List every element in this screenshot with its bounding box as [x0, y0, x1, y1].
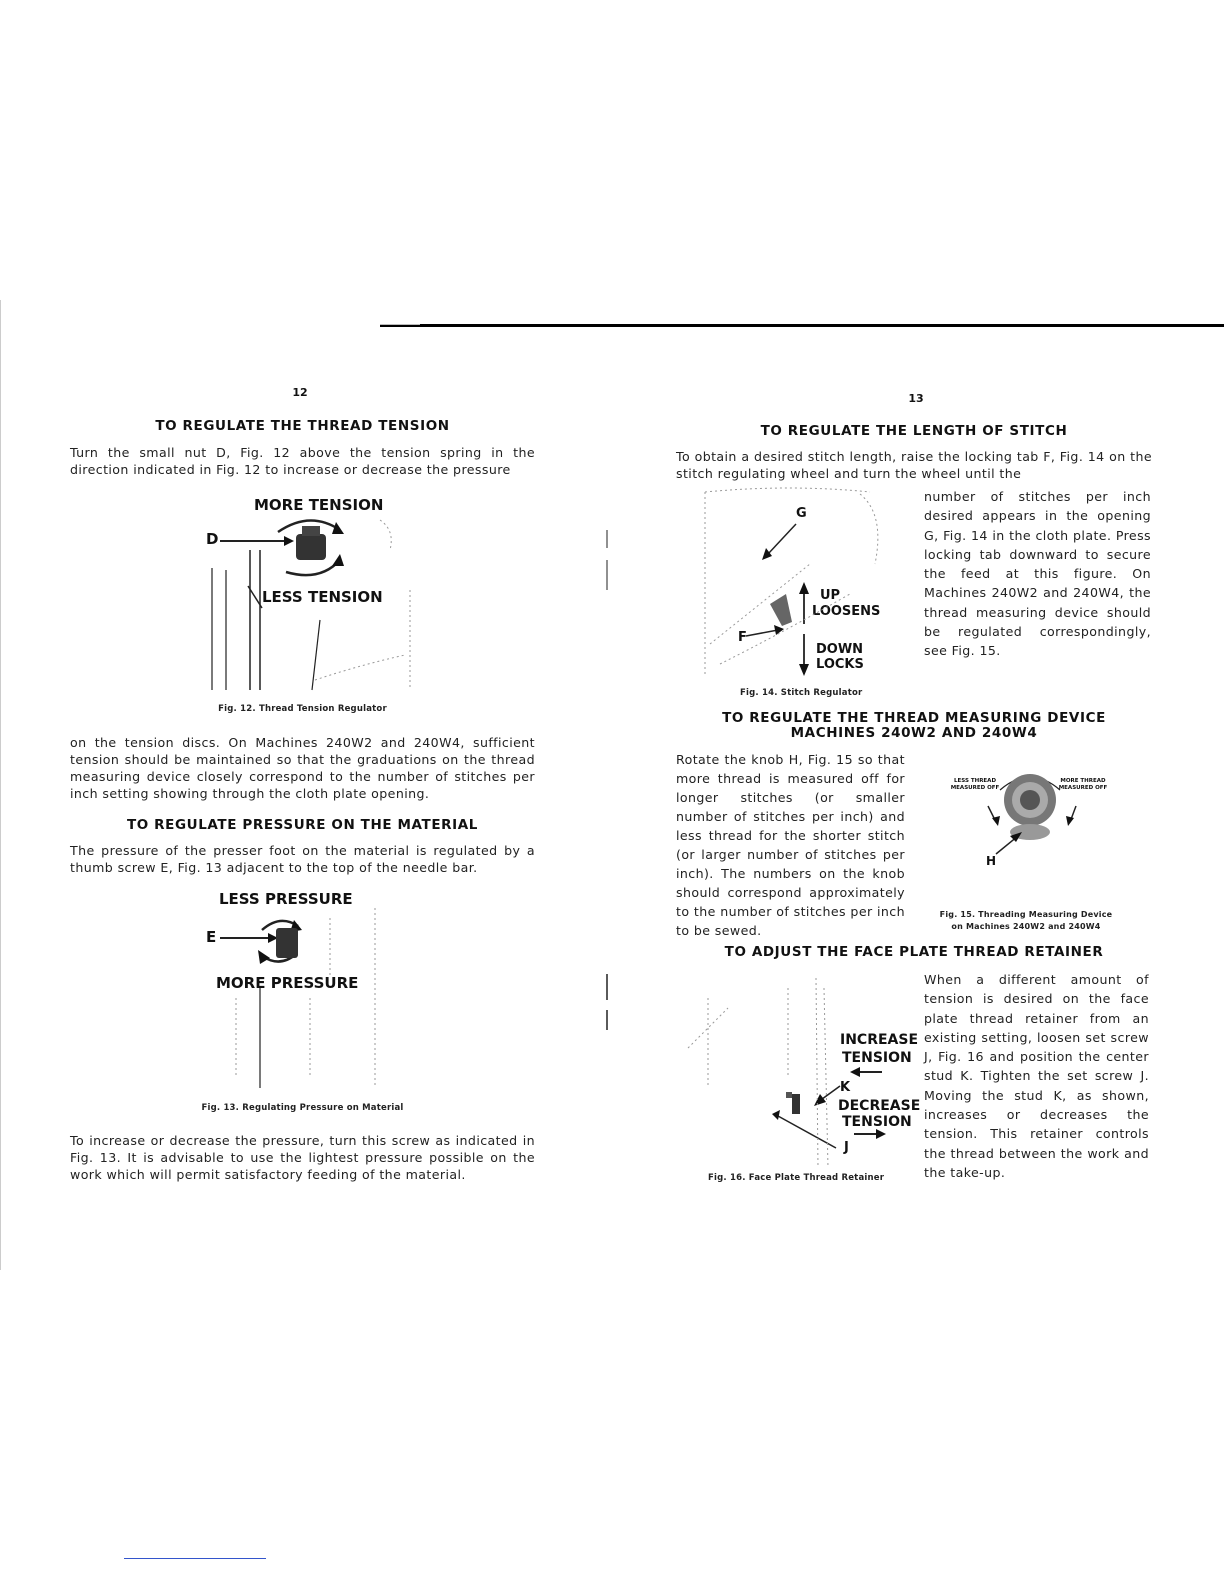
top-rule-faint — [380, 324, 420, 325]
fig15-caption-line1: Fig. 15. Threading Measuring Device — [939, 910, 1113, 919]
paragraph-pressure-2: To increase or decrease the pressure, turn this screw as indicated in Fig. 13. It is advisable to use the lightest pressure possible on the work which will permit satisfactory feeding of the material. — [70, 1133, 535, 1182]
figure-16 — [668, 968, 921, 1168]
fig16-decrease-tension-label: TENSION — [842, 1114, 912, 1130]
fig14-g-label: G — [796, 506, 807, 521]
fig14-locks-label: LOCKS — [816, 657, 864, 672]
paragraph-face-plate: When a different amount of tension is desired on the face plate thread retainer from an existing setting, loosen set screw J, Fig. 16 and position the center stud K. Tighten the set screw J. Moving the stud K, as shown, increases or decreases the tension. This retainer controls the thread between the work and the take-up. — [924, 972, 1149, 1180]
paragraph-thread-tension-1: Turn the small nut D, Fig. 12 above the tension spring in the direction indicated in Fig. 12 to increase or decrease the pressure — [70, 445, 535, 477]
figure-14 — [700, 484, 915, 684]
fig14-f-label: F — [738, 630, 747, 645]
fig16-k-label: K — [840, 1080, 851, 1095]
page-number-left: 12 — [292, 386, 308, 399]
fig15-more-thread-label: MORE THREAD MEASURED OFF — [1058, 778, 1108, 791]
fig16-caption: Fig. 16. Face Plate Thread Retainer — [708, 1173, 885, 1183]
left-edge-line — [0, 300, 1, 1270]
paragraph-thread-measuring: Rotate the knob H, Fig. 15 so that more thread is measured off for longer stitches (or smaller number of stitches per inch) and less thread for the shorter stitch (or larger number of stitches per inch). The numbers on the knob should correspond approximately to the number of stitches per inch to be sewed. — [676, 752, 905, 938]
paragraph-pressure-1: The pressure of the presser foot on the material is regulated by a thumb screw E, Fig. 13 adjacent to the top of the needle bar. — [70, 843, 535, 875]
page-number-right: 13 — [908, 392, 924, 405]
heading-face-plate: TO ADJUST THE FACE PLATE THREAD RETAINER — [724, 944, 1104, 960]
fig12-drawing — [190, 490, 430, 705]
heading-stitch-length: TO REGULATE THE LENGTH OF STITCH — [760, 423, 1068, 439]
figure-15 — [950, 770, 1110, 880]
fig13-more-pressure-label: MORE PRESSURE — [216, 974, 359, 992]
fig15-caption-line2: on Machines 240W2 and 240W4 — [951, 922, 1101, 931]
fig16-increase-tension-label: TENSION — [842, 1050, 912, 1066]
fig14-caption: Fig. 14. Stitch Regulator — [740, 688, 863, 698]
fig15-drawing — [950, 770, 1110, 880]
heading-thread-tension: TO REGULATE THE THREAD TENSION — [155, 418, 450, 434]
fig14-drawing — [700, 484, 915, 684]
top-rule — [380, 324, 1224, 327]
fig12-more-tension-label: MORE TENSION — [254, 496, 384, 514]
heading-thread-measuring-2: MACHINES 240W2 AND 240W4 — [790, 725, 1038, 741]
paragraph-thread-tension-2: on the tension discs. On Machines 240W2 and 240W4, sufficient tension should be maintained so that the graduations on the thread measuring device closely correspond to the number of stitches per inch setting showing through the cloth plate opening. — [70, 735, 535, 801]
fig13-less-pressure-label: LESS PRESSURE — [219, 890, 353, 908]
paragraph-stitch-length-top: To obtain a desired stitch length, raise the locking tab F, Fig. 14 on the stitch regulating wheel and turn the wheel until the — [676, 449, 1152, 481]
fig16-drawing — [668, 968, 921, 1168]
fig12-caption: Fig. 12. Thread Tension Regulator — [218, 704, 387, 714]
heading-pressure: TO REGULATE PRESSURE ON THE MATERIAL — [126, 817, 479, 833]
fig12-less-tension-label: LESS TENSION — [262, 588, 383, 606]
fig14-up-label: UP — [820, 588, 841, 603]
fig16-increase-label: INCREASE — [840, 1032, 919, 1048]
fig16-decrease-label: DECREASE — [838, 1098, 921, 1114]
heading-thread-measuring-1: TO REGULATE THE THREAD MEASURING DEVICE — [722, 710, 1106, 726]
fig16-j-label: J — [844, 1140, 849, 1155]
fig13-e-label: E — [206, 928, 217, 946]
fig14-loosens-label: LOOSENS — [812, 604, 881, 619]
paragraph-stitch-length-side: number of stitches per inch desired appears in the opening G, Fig. 14 in the cloth plate. Press locking tab downward to secure the feed at this figure. On Machines 240W2 and 240W4, the thread measuring device should be regulated correspondingly, see Fig. 15. — [924, 489, 1151, 659]
fig15-h-label: H — [986, 854, 997, 868]
fig13-drawing — [200, 888, 420, 1098]
figure-12 — [190, 490, 430, 705]
fig12-d-label: D — [206, 530, 219, 548]
figure-13 — [200, 888, 420, 1098]
fig14-down-label: DOWN — [816, 642, 864, 657]
binding-marks — [600, 530, 620, 1050]
fig13-caption: Fig. 13. Regulating Pressure on Material — [201, 1103, 404, 1113]
fig15-less-thread-label: LESS THREAD MEASURED OFF — [950, 778, 1000, 791]
bottom-link-line — [124, 1558, 266, 1559]
